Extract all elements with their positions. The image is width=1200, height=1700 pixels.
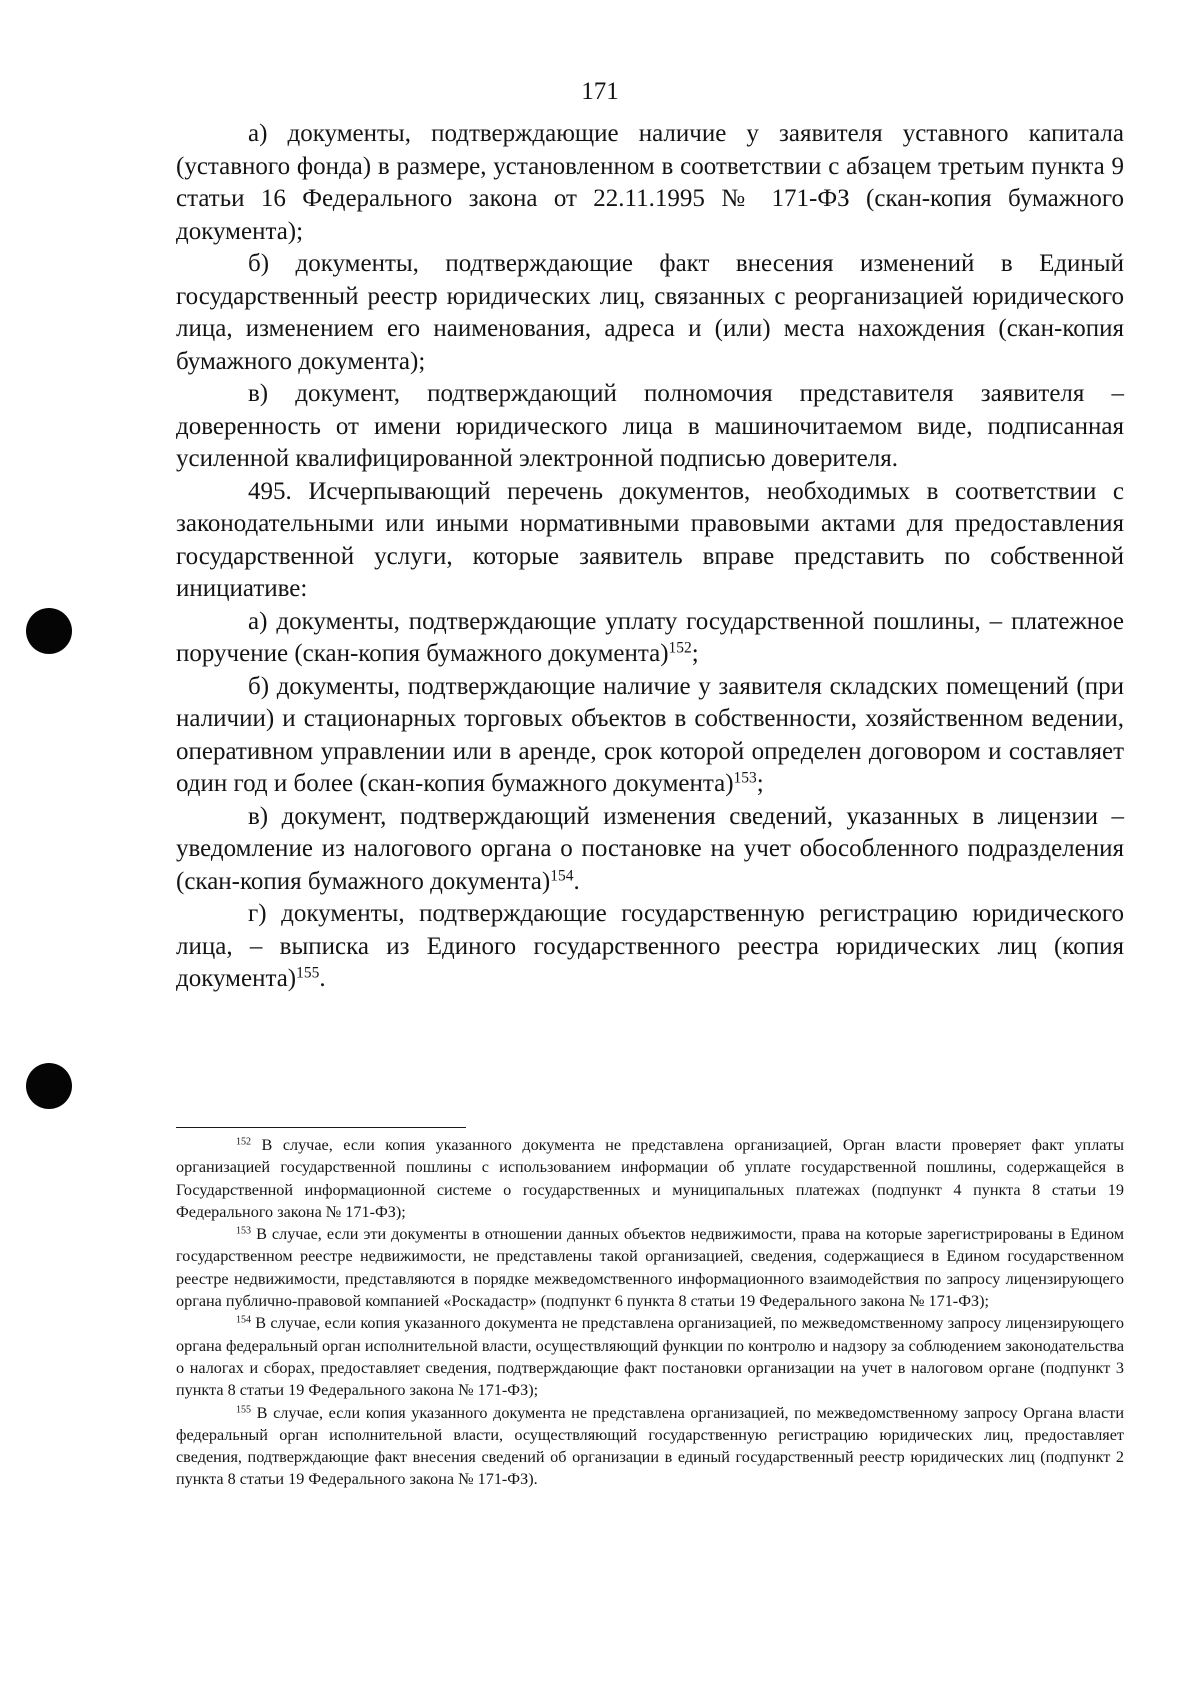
paragraph-495-document-list: 495. Исчерпывающий перечень документов, необходимых в соответствии с законодательными или иными нормативными правовыми актами для предоставления государственной услуги, которые заявитель вправе представить по собственной инициативе: bbox=[176, 477, 1124, 602]
footnote-155: $^{155}$ В случае, если копия указанного документа не представлена организацией, по межведомственному запросу Органа власти федеральный орган исполнительной власти, осуществляющий государственную регистрацию юридических лиц, предоставляет сведения, подтверждающие факт внесения сведений об организации в единый государственный реестр юридических лиц (подпункт 2 пункта 8 статьи 19 Федерального закона № 171-ФЗ). bbox=[176, 1403, 1124, 1489]
page-number: 171 bbox=[581, 78, 619, 105]
main-text bbox=[176, 118, 1124, 996]
footnote-separator bbox=[176, 1127, 466, 1128]
footnote-ref-152: 152 bbox=[668, 639, 692, 657]
paragraph-a-state-duty: а) документы, подтверждающие уплату государственной пошлины, – платежное поручение (скан-копия бумажного документа)$^{152}$; bbox=[176, 607, 1124, 667]
paragraph-b-warehouse-premises: б) документы, подтверждающие наличие у заявителя складских помещений (при наличии) и стационарных торговых объектов в собственности, хозяйственном ведении, оперативном управлении или в аренде, срок которой определен договором и составляет один год и более (скан-копия бумажного документа)$^{153}$; bbox=[176, 672, 1124, 797]
paragraph-c-power-of-attorney: в) документ, подтверждающий полномочия представителя заявителя – доверенность от имени юридического лица в машиночитаемом виде, подписанная усиленной квалифицированной электронной подписью доверителя. bbox=[176, 380, 1124, 472]
footnote-ref-153: 153 bbox=[733, 769, 757, 787]
paragraph-a-charter-capital: а) документы, подтверждающие наличие у заявителя уставного капитала (уставного фонда) в размере, установленном в соответствии с абзацем третьим пункта 9 статьи 16 Федерального закона от 22.11.1995 № 171-ФЗ (скан-копия бумажного документа); bbox=[176, 120, 1124, 245]
footnote-ref-155: 155 bbox=[296, 964, 320, 982]
punch-hole-bottom bbox=[26, 1063, 72, 1109]
footnotes bbox=[176, 1134, 1124, 1491]
footnote-mark: 155 bbox=[236, 1404, 252, 1416]
footnote-152: $^{152}$ В случае, если копия указанного документа не представлена организацией, Орган власти проверяет факт уплаты организацией государственной пошлины с использованием информации об уплате государственной пошлины, содержащейся в Государственной информационной системе о государственных и муниципальных платежах (подпункт 4 пункта 8 статьи 19 Федерального закона № 171-ФЗ); bbox=[176, 1136, 1124, 1221]
footnote-mark: 152 bbox=[236, 1136, 252, 1148]
paragraph-c-license-changes: в) документ, подтверждающий изменения сведений, указанных в лицензии – уведомление из налогового органа о постановке на учет обособленного подразделения (скан-копия бумажного документа)$^{154}$. bbox=[176, 802, 1124, 895]
footnote-154: $^{154}$ В случае, если копия указанного документа не представлена организацией, по межведомственному запросу лицензирующего органа федеральный орган исполнительной власти, осуществляющий функции по контролю и надзору за соблюдением законодательства о налогах и сборах, предоставляет сведения, подтверждающие факт постановки организации на учет в налоговом органе (подпункт 3 пункта 8 статьи 19 Федерального закона № 171-ФЗ); bbox=[176, 1314, 1124, 1400]
paragraph-b-register-changes: б) документы, подтверждающие факт внесения изменений в Единый государственный реестр юридических лиц, связанных с реорганизацией юридического лица, изменением его наименования, адреса и (или) места нахождения (скан-копия бумажного документа); bbox=[176, 250, 1124, 375]
paragraph-d-state-registration: г) документы, подтверждающие государственную регистрацию юридического лица, – выписка из Единого государственного реестра юридических лиц (копия документа)$^{155}$. bbox=[176, 900, 1124, 992]
footnote-153: $^{153}$ В случае, если эти документы в отношении данных объектов недвижимости, права на которые зарегистрированы в Едином государственном реестре недвижимости, не представлены такой организацией, сведения, содержащиеся в Едином государственном реестре недвижимости, представляются в порядке межведомственного информационного взаимодействия по запросу лицензирующего органа публично-правовой компанией «Роскадастр» (подпункт 6 пункта 8 статьи 19 Федерального закона № 171-ФЗ); bbox=[176, 1225, 1124, 1311]
punch-hole-top bbox=[26, 608, 72, 654]
footnote-ref-154: 154 bbox=[550, 866, 574, 884]
footnote-mark: 154 bbox=[236, 1314, 252, 1326]
footnote-mark: 153 bbox=[236, 1225, 252, 1237]
